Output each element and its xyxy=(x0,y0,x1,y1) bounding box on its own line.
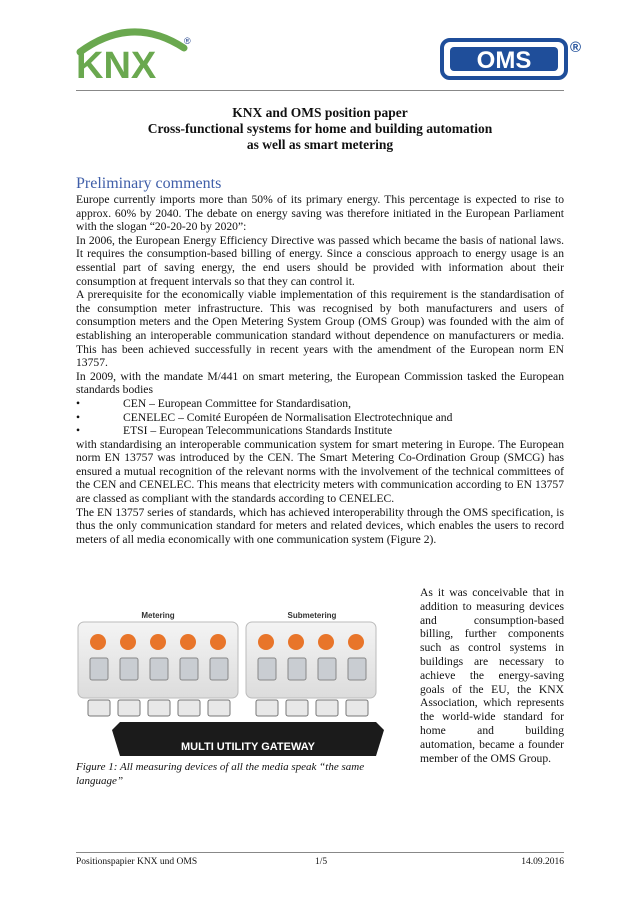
gateway-label: MULTI UTILITY GATEWAY xyxy=(180,741,316,753)
title-line-3: as well as smart metering xyxy=(246,137,394,152)
media-icon xyxy=(348,634,364,650)
communication-module xyxy=(148,700,170,716)
oms-logo xyxy=(440,36,586,82)
paragraph: Europe currently imports more than 50% of its primary energy. This percentage is expected to rise to approx. 60% by 2040. The debate on energy saving was therefore initiated in the European Parliament with the slogan “20-20-20 by 2020”: xyxy=(76,193,564,234)
figure-meters xyxy=(90,658,366,680)
bullet-text: CENELEC – Comité Européen de Normalisation Electrotechnique and xyxy=(123,410,453,424)
footer-left: Positionspapier KNX und OMS xyxy=(76,857,198,867)
paragraph: A prerequisite for the economically viable implementation of this requirement is the standardisation of the consumption meter infrastructure. This was recognised by both manufacturers and users of consumption meters and the Open Metering System Group (OMS Group) was founded with the aim of establishing an interoperable communication standard without dependence on manufacturers or media. This has been achieved successfully in recent years with the amendment of the European norm EN 13757. xyxy=(76,288,564,370)
media-icon xyxy=(90,634,106,650)
media-icon xyxy=(150,634,166,650)
paragraph: In 2009, with the mandate M/441 on smart metering, the European Commission tasked the European standards bodies xyxy=(76,369,564,397)
footer-date: 14.09.2016 xyxy=(521,857,564,867)
body-text xyxy=(76,193,564,546)
bullet-text: CEN – European Committee for Standardisation, xyxy=(123,396,351,410)
figure-caption: Figure 1: All measuring devices of all the media speak “the same language” xyxy=(76,761,365,787)
media-icon xyxy=(120,634,136,650)
bullet-symbol: • xyxy=(76,424,81,438)
section-heading: Preliminary comments xyxy=(76,175,222,192)
bullet-item xyxy=(76,411,564,425)
title-line-2: Cross-functional systems for home and building automation xyxy=(147,121,493,136)
paragraph: with standardising an interoperable communication system for smart metering in Europe. The European norm EN 13757 was introduced by the CEN. The Smart Metering Co-Ordination Group (SMCG) has ensured a mutual recognition of the relevant norms with the involvement of the technical committees of the CEN and CENELEC. This means that electricity meters with communication according to EN 13757 are classed as compliant with the standards according to CENELEC. xyxy=(76,437,564,506)
oms-logo-text: OMS xyxy=(476,47,532,74)
communication-module xyxy=(88,700,110,716)
meter-device xyxy=(258,658,276,680)
oms-registered-mark: ® xyxy=(570,39,582,56)
header-rule xyxy=(76,90,564,91)
meter-device xyxy=(318,658,336,680)
bullet-item xyxy=(76,424,564,438)
communication-module xyxy=(346,700,368,716)
footer-page-number: 1/5 xyxy=(315,857,328,867)
knx-logo xyxy=(72,22,198,82)
media-icon xyxy=(180,634,196,650)
media-icon xyxy=(258,634,274,650)
meter-device xyxy=(150,658,168,680)
bullet-symbol: • xyxy=(76,396,81,410)
communication-module xyxy=(256,700,278,716)
media-icon xyxy=(288,634,304,650)
meter-device xyxy=(288,658,306,680)
bullet-item xyxy=(76,397,564,411)
bullet-symbol: • xyxy=(76,410,81,424)
meter-device xyxy=(90,658,108,680)
media-icon xyxy=(318,634,334,650)
bullet-text: ETSI – European Telecommunications Standards Institute xyxy=(123,424,393,438)
figure-multi-utility-gateway xyxy=(76,604,408,760)
title-line-1: KNX and OMS position paper xyxy=(232,105,408,120)
figure-label-metering: Metering xyxy=(141,611,175,620)
communication-module xyxy=(286,700,308,716)
knx-logo-text: KNX xyxy=(76,45,157,82)
paragraph: In 2006, the European Energy Efficiency Directive was passed which became the basis of national laws. It requires the consumption-based billing of energy. Since a conscious approach to energy usage is an essential part of saving energy, the end users should be provided with information about their consumption at frequent intervals so that they can control it. xyxy=(76,233,564,288)
communication-module xyxy=(208,700,230,716)
knx-registered-mark: ® xyxy=(184,36,191,46)
meter-device xyxy=(180,658,198,680)
meter-device xyxy=(210,658,228,680)
media-icon xyxy=(210,634,226,650)
meter-device xyxy=(120,658,138,680)
meter-device xyxy=(348,658,366,680)
side-text: As it was conceivable that in addition to measuring devices and consumption-based billing, further components such as control systems in buildings are necessary to achieve the energy-saving goals of the EU, the KNX Association, which represents the world-wide standard for home and building automation, became a founder member of the OMS Group. xyxy=(420,586,564,765)
figure-communication-modules xyxy=(88,700,368,716)
communication-module xyxy=(178,700,200,716)
communication-module xyxy=(118,700,140,716)
paragraph: The EN 13757 series of standards, which has achieved interoperability through the OMS specification, is thus the only communication standard for meters and related devices, which enables the users to record meters of all media economically with one communication system (Figure 2). xyxy=(76,505,564,546)
communication-module xyxy=(316,700,338,716)
document-title xyxy=(76,105,564,153)
figure-label-submetering: Submetering xyxy=(287,611,337,620)
footer-rule xyxy=(76,852,564,853)
